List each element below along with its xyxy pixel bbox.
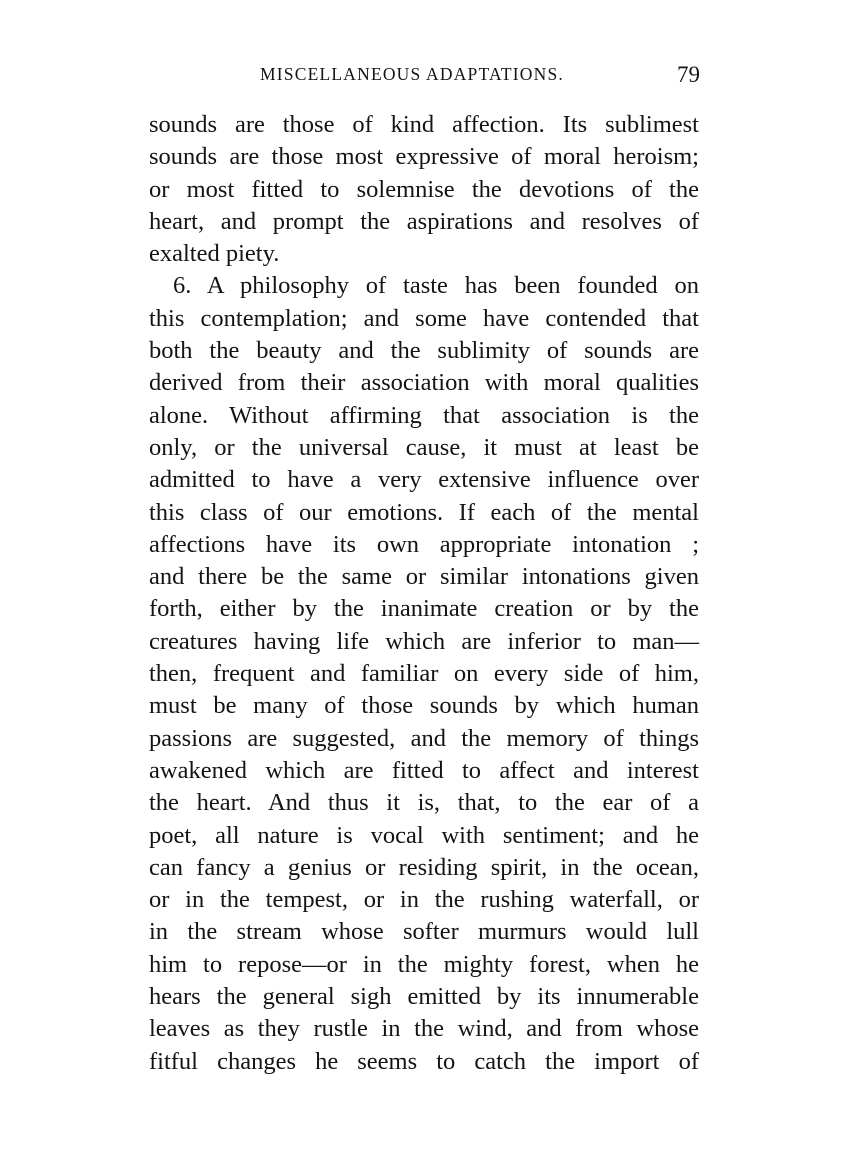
text-line: exalted piety.	[149, 240, 280, 268]
text-line: this class of our emotions. If each of the mental	[149, 498, 699, 526]
text-line: creatures having life which are inferior to man—	[149, 627, 699, 655]
text-line: forth, either by the inanimate creation or by the	[149, 595, 699, 623]
text-line: must be many of those sounds by which human	[149, 692, 699, 720]
paragraph-start-line: 6. A philosophy of taste has been founded on	[173, 272, 699, 300]
text-line: admitted to have a very extensive influence over	[149, 466, 699, 494]
text-line: derived from their association with moral qualities	[149, 369, 699, 397]
text-line: him to repose—or in the mighty forest, when he	[149, 950, 699, 978]
text-line: passions are suggested, and the memory of things	[149, 724, 699, 752]
text-line: sounds are those most expressive of moral heroism;	[149, 143, 699, 171]
text-line: both the beauty and the sublimity of sounds are	[149, 337, 699, 365]
text-line: fitful changes he seems to catch the import of	[149, 1047, 699, 1075]
text-line: heart, and prompt the aspirations and resolves of	[149, 207, 699, 235]
text-line: leaves as they rustle in the wind, and from whose	[149, 1015, 699, 1043]
text-line: poet, all nature is vocal with sentiment; and he	[149, 821, 699, 849]
text-line: sounds are those of kind affection. Its sublimest	[149, 111, 699, 138]
text-line: or in the tempest, or in the rushing waterfall, or	[149, 886, 699, 914]
text-line: can fancy a genius or residing spirit, in the ocean,	[149, 853, 699, 881]
text-line: in the stream whose softer murmurs would lull	[149, 918, 699, 946]
text-line: awakened which are fitted to affect and interest	[149, 756, 699, 784]
text-line: then, frequent and familiar on every side of him,	[149, 660, 699, 688]
text-line: this contemplation; and some have contended that	[149, 304, 699, 332]
text-line: and there be the same or similar intonations given	[149, 563, 699, 591]
text-line: only, or the universal cause, it must at least be	[149, 433, 699, 461]
body-text	[149, 109, 699, 1078]
text-line: affections have its own appropriate intonation ;	[149, 530, 699, 558]
text-line: alone. Without affirming that association is the	[149, 401, 699, 429]
page-number: 79	[677, 62, 700, 87]
running-head	[148, 62, 708, 92]
text-line: or most fitted to solemnise the devotions of the	[149, 175, 699, 203]
text-line: hears the general sigh emitted by its innumerable	[149, 983, 699, 1011]
text-line: the heart. And thus it is, that, to the ear of a	[149, 789, 699, 817]
running-title: MISCELLANEOUS ADAPTATIONS.	[260, 64, 564, 84]
